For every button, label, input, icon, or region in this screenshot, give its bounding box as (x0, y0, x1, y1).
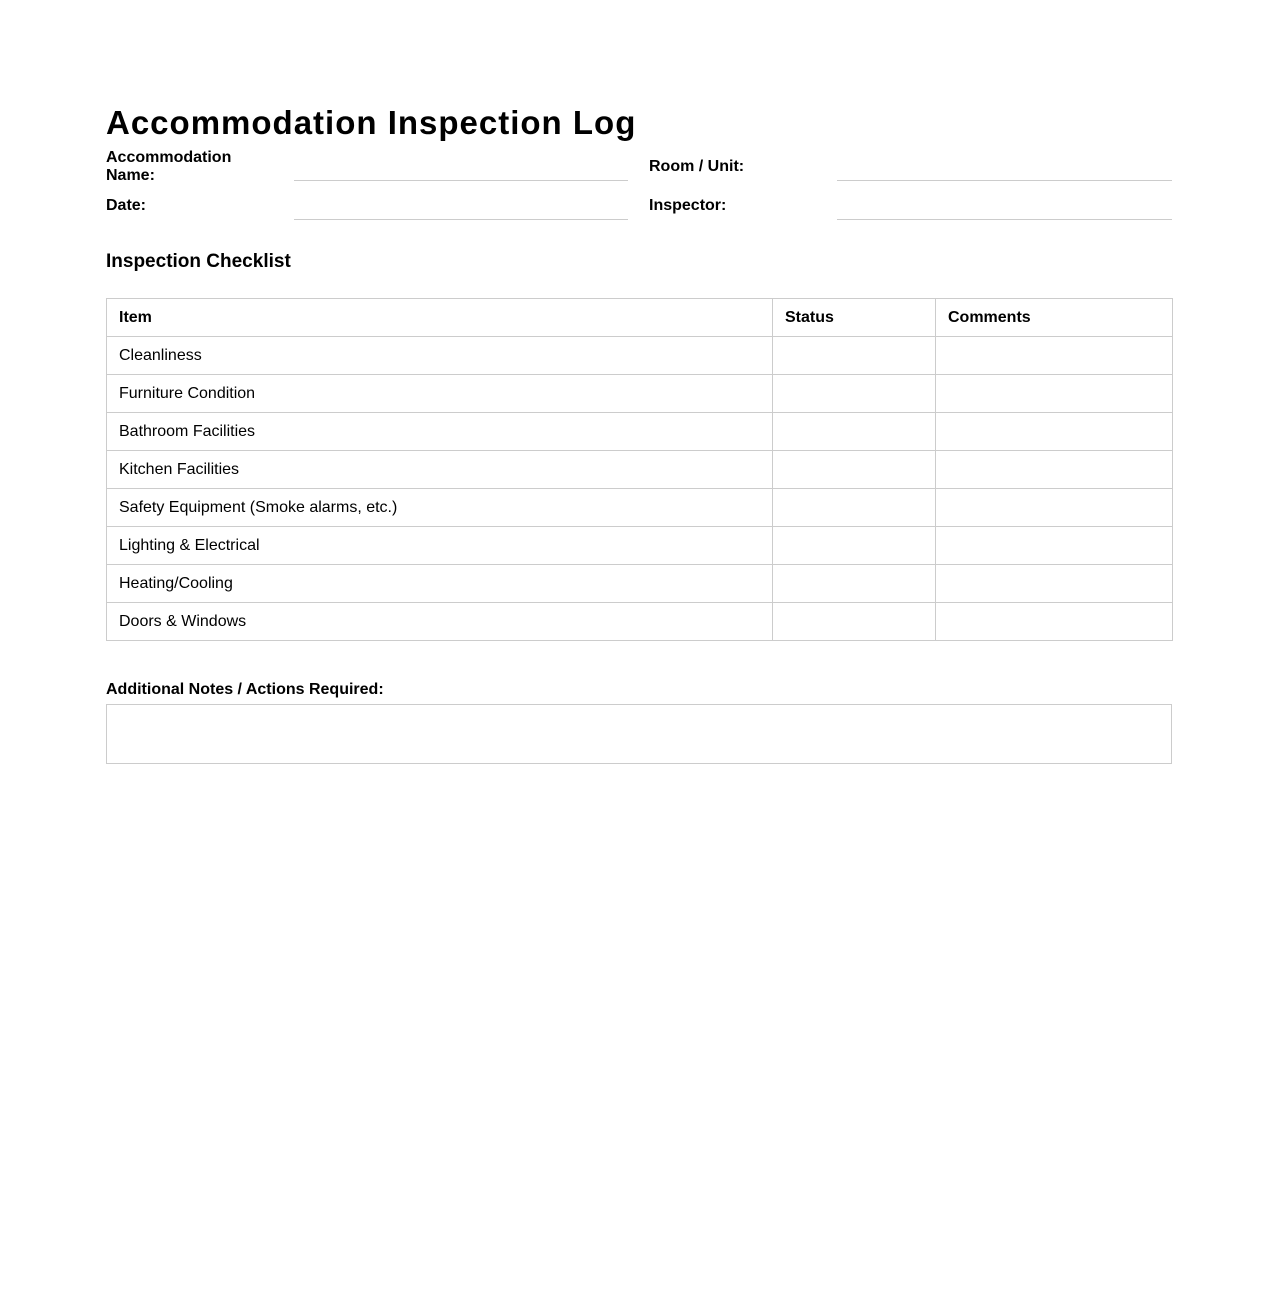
table-row (107, 413, 1173, 451)
comments-cell[interactable] (936, 375, 1173, 413)
status-cell[interactable] (773, 413, 936, 451)
accommodation-name-label (106, 149, 231, 185)
accommodation-name-field[interactable] (294, 180, 628, 181)
item-cell: Heating/Cooling (107, 565, 773, 603)
inspector-label: Inspector: (649, 197, 727, 214)
additional-notes-box[interactable] (106, 704, 1172, 764)
item-cell: Bathroom Facilities (107, 413, 773, 451)
table-row (107, 527, 1173, 565)
column-header-status: Status (773, 299, 936, 337)
item-cell: Lighting & Electrical (107, 527, 773, 565)
accommodation-name-label-line2: Name: (106, 167, 155, 184)
table-row (107, 337, 1173, 375)
date-label: Date: (106, 197, 147, 214)
table-row (107, 565, 1173, 603)
column-header-item: Item (107, 299, 773, 337)
item-cell: Safety Equipment (Smoke alarms, etc.) (107, 489, 773, 527)
comments-cell[interactable] (936, 451, 1173, 489)
table-row (107, 489, 1173, 527)
comments-cell[interactable] (936, 337, 1173, 375)
status-cell[interactable] (773, 565, 936, 603)
comments-cell[interactable] (936, 413, 1173, 451)
inspection-checklist-table (106, 298, 1173, 641)
status-cell[interactable] (773, 375, 936, 413)
table-row (107, 603, 1173, 641)
additional-notes-label: Additional Notes / Actions Required: (106, 681, 384, 698)
table-row (107, 451, 1173, 489)
table-header-row (107, 299, 1173, 337)
comments-cell[interactable] (936, 565, 1173, 603)
status-cell[interactable] (773, 489, 936, 527)
status-cell[interactable] (773, 527, 936, 565)
item-cell: Cleanliness (107, 337, 773, 375)
status-cell[interactable] (773, 451, 936, 489)
item-cell: Doors & Windows (107, 603, 773, 641)
item-cell: Furniture Condition (107, 375, 773, 413)
comments-cell[interactable] (936, 489, 1173, 527)
status-cell[interactable] (773, 603, 936, 641)
inspector-field[interactable] (837, 219, 1172, 220)
date-field[interactable] (294, 219, 628, 220)
room-unit-label: Room / Unit: (649, 158, 745, 175)
status-cell[interactable] (773, 337, 936, 375)
comments-cell[interactable] (936, 527, 1173, 565)
accommodation-name-label-line1: Accommodation (106, 149, 232, 166)
room-unit-field[interactable] (837, 180, 1172, 181)
comments-cell[interactable] (936, 603, 1173, 641)
table-row (107, 375, 1173, 413)
item-cell: Kitchen Facilities (107, 451, 773, 489)
checklist-heading: Inspection Checklist (106, 251, 291, 272)
column-header-comments: Comments (936, 299, 1173, 337)
page-title: Accommodation Inspection Log (106, 104, 637, 141)
